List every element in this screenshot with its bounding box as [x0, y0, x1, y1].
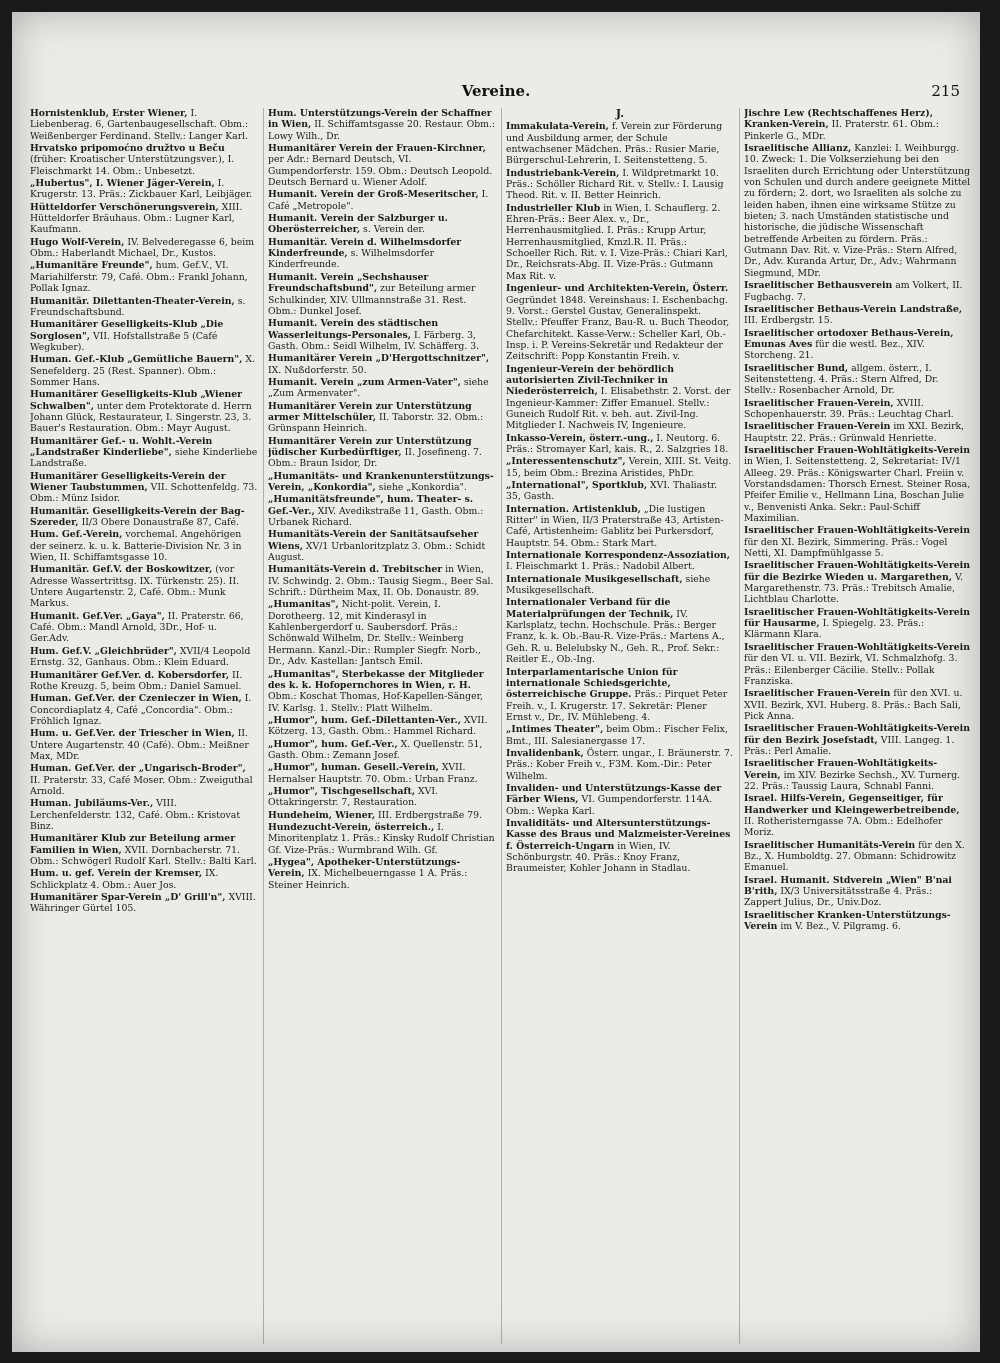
entry-details: I. Neutorg. 6. Präs.: Stromayer Karl, kais. R., 2. Salzgries 18. — [506, 432, 729, 455]
entry-title: Israelitischer Frauen-Wohltätigkeits-Verein — [744, 444, 970, 456]
directory-entry — [30, 798, 258, 832]
directory-entry — [506, 433, 734, 456]
directory-entry — [268, 762, 496, 785]
entry-title: „Humanitäre Freunde", — [30, 260, 153, 272]
entry-title: Israelitischer Kranken-Unterstützungs-Verein — [744, 909, 951, 933]
directory-entry — [506, 667, 734, 724]
entry-title: Humanitär. Geselligkeits-Verein der Bag-Szereder, — [30, 505, 245, 529]
entry-details: Obm.: Koschat Thomas, Hof-Kapellen-Sänger, IV. Karlsg. 1. Stellv.: Platt Wilhelm. — [268, 691, 483, 714]
directory-entry — [744, 280, 972, 303]
entry-details: IX. Michelbeuerngasse 1 A. Präs.: Steiner Heinrich. — [268, 868, 468, 891]
directory-entry — [506, 121, 734, 166]
entry-details: XVIII. Währinger Gürtel 105. — [30, 892, 256, 915]
entry-details: f. Verein zur Förderung und Ausbildung armer, der Schule entwachsener Mädchen. Präs.: Rusier Marie, Bürgerschul-Lehrerin, I. Seitenstetteng. 5. — [506, 121, 723, 167]
entry-title: Humanit. Verein des städtischen Wasserleitungs-Personales, — [268, 318, 439, 341]
directory-entry — [744, 875, 972, 909]
entry-title: Israelitischer Frauen-Wohltätigkeits-Verein für die Bezirke Wieden u. Margarethen, — [744, 560, 970, 583]
directory-entry — [744, 688, 972, 722]
entry-title: Israelitischer Frauen-Wohltätigkeits-Verein für Hausarme, — [744, 606, 970, 630]
entry-title: Humanit. Verein „zum Armen-Vater", — [268, 376, 461, 388]
entry-title: „Humanitätsfreunde", hum. Theater- s. Gef.-Ver., — [268, 494, 474, 517]
entry-details: XVI. Ottakringerstr. 7, Restauration. — [268, 785, 439, 809]
page-header — [12, 82, 980, 106]
directory-entry — [744, 108, 972, 142]
entry-details: VI. Gumpendorferstr. 114A. Obm.: Wepka Karl. — [506, 794, 713, 817]
entry-details: I. Spiegelg. 23. Präs.: Klärmann Klara. — [744, 618, 925, 641]
entry-details: unter dem Protektorate d. Herrn Johann Glück, Restaurateur, I. Singerstr. 23, 3. Bauer's Restauration. Obm.: Mayr August. — [30, 400, 252, 435]
entry-title: „Humanitas", — [268, 599, 339, 611]
directory-entry — [30, 436, 258, 470]
entry-details: I. Wildpretmarkt 10. Präs.: Schöller Richard Rit. v. Stellv.: I. Lausig Theod. Rit. v. II. Better Heinrich. — [506, 167, 724, 202]
entry-title: „Interessentenschutz", — [506, 456, 626, 468]
directory-entry — [744, 304, 972, 327]
directory-entry — [268, 436, 496, 470]
directory-entry — [268, 353, 496, 376]
entry-title: Hum. Unterstützungs-Verein der Schaffner in Wien, — [268, 108, 492, 131]
entry-title: Internationaler Verband für die Materialprüfungen der Technik, — [506, 597, 674, 620]
column-2 — [268, 108, 496, 1344]
entry-title: Hum. Gef.V. „Gleichbrüder", — [30, 645, 177, 657]
entry-details: siehe „Zum Armenvater". — [268, 376, 489, 400]
entry-title: Humanitärer Geselligkeits-Klub „Die Sorglosen", — [30, 319, 224, 342]
entry-details: I. Elisabethstr. 2. Vorst. der Ingenieur-Kammer: Ziffer Emanuel. Stellv.: Guneich Rudolf Rit. v. beh. aut. Zivil-Ing. Mitglieder I. Nachweis IV, Ingenieure. — [506, 386, 731, 432]
directory-entry — [30, 868, 258, 891]
directory-entry — [744, 363, 972, 397]
column-rule — [501, 108, 502, 1344]
entry-details: für den VI. u. VII. Bezirk, VI. Schmalzhofg. 3. Präs.: Eilenberger Cäcilie. Stellv.: Pollak Franziska. — [744, 653, 958, 687]
entry-title: Interparlamentarische Union für internationale Schiedsgerichte, österreichische Gruppe. — [506, 666, 678, 701]
directory-entry — [30, 471, 258, 505]
directory-entry — [506, 783, 734, 817]
entry-details: XVIII. Schopenhauerstr. 39. Präs.: Leuchtag Charl. — [744, 397, 954, 420]
entry-title: Inkasso-Verein, österr.-ung., — [506, 432, 654, 444]
directory-entry — [744, 793, 972, 838]
entry-title: „International", Sportklub, — [506, 480, 648, 491]
directory-entry — [744, 398, 972, 421]
directory-entry — [268, 564, 496, 598]
directory-entry — [30, 260, 258, 294]
entry-title: Invaliden- und Unterstützungs-Kasse der Färber Wiens, — [506, 782, 722, 806]
entry-title: Israel. Hilfs-Verein, Gegenseitiger, für Handwerker und Kleingewerbetreibende, — [744, 793, 960, 816]
entry-details: IV. Karlsplatz, techn. Hochschule. Präs.: Berger Franz, k. k. Ob.-Bau-R. Vize-Präs.: Martens A., Geh. R. u. Belelubsky N., Geh. R., Prof. Sekr.: Reitler E., Ob.-Ing. — [506, 608, 725, 666]
directory-entry — [268, 810, 496, 821]
entry-details: XIII. Hütteldorfer Bräuhaus. Obm.: Lugner Karl, Kaufmann. — [30, 201, 243, 236]
directory-entry — [268, 108, 496, 142]
entry-details: II. Untere Augartenstr. 40 (Café). Obm.: Meißner Max, MDr. — [30, 728, 249, 762]
directory-entry — [744, 560, 972, 605]
directory-entry — [506, 456, 734, 479]
directory-entry — [30, 319, 258, 353]
entry-details: VIII. Langeg. 1. Präs.: Perl Amalie. — [744, 734, 955, 757]
directory-entry — [268, 599, 496, 667]
entry-details: II/3 Obere Donaustraße 87, Café. — [78, 517, 239, 529]
columns — [30, 108, 972, 1344]
entry-details: s. Wilhelmsdorfer Kinderfreunde. — [268, 248, 435, 271]
entry-details: XVII. Dornbacherstr. 71. Obm.: Schwögerl Rudolf Karl. Stellv.: Balti Karl. — [30, 844, 257, 867]
directory-entry — [506, 748, 734, 782]
entry-title: Humanitäts-Verein d. Trebitscher — [268, 564, 443, 576]
entry-details: I. Minoritenplatz 1. Präs.: Kinsky Rudolf Christian Gf. Vize-Präs.: Wurmbrand Wilh. Gf. — [268, 821, 495, 856]
entry-title: Humanitär. Verein d. Wilhelmsdorfer Kinderfreunde, — [268, 236, 462, 260]
entry-details: IX/3 Universitätsstraße 4. Präs.: Zappert Julius, Dr., Univ.Doz. — [744, 886, 933, 909]
column-4 — [744, 108, 972, 1344]
entry-details: III. Erdbergstr. 15. — [744, 315, 833, 327]
entry-details: im XIV. Bezirke Sechsh., XV. Turnerg. 22. Präs.: Taussig Laura, Schnabl Fanni. — [744, 769, 961, 792]
entry-title: „Intimes Theater", — [506, 724, 604, 736]
entry-details: siehe „Konkordia". — [375, 482, 467, 493]
directory-entry — [30, 202, 258, 236]
entry-details: Verein, XIII. St. Veitg. 15, beim Obm.: Brezina Aristides, PhDr. — [506, 456, 732, 479]
directory-entry — [744, 421, 972, 444]
entry-details: II. Praterstr. 33, Café Moser. Obm.: Zweiguthal Arnold. — [30, 774, 253, 797]
entry-details: im V. Bez., V. Pilgramg. 6. — [777, 921, 901, 933]
entry-title: Internationale Korrespondenz-Assoziation, — [506, 550, 731, 562]
entry-details: (früher: Kroatischer Unterstützungsver.), I. Fleischmarkt 14. Obm.: Unbesetzt. — [30, 154, 235, 177]
entry-title: Israelitischer Humanitäts-Verein — [744, 839, 916, 851]
entry-details: am Volkert, II. Fugbachg. 7. — [744, 280, 963, 303]
directory-entry — [30, 389, 258, 434]
entry-details: für den X. Bz., X. Humboldtg. 27. Obmann: Schidrowitz Emanuel. — [744, 839, 965, 874]
entry-title: Humanitärer Verein zur Unterstützung jüdischer Kurbedürftiger, — [268, 435, 472, 458]
entry-details: s. Freundschaftsbund. — [30, 295, 246, 318]
entry-title: Israelitischer Frauen-Wohltätigkeits-Verein für den Bezirk Josefstadt, — [744, 723, 970, 746]
directory-entry — [268, 822, 496, 856]
entry-details: Österr. ungar., I. Bräunerstr. 7. Präs.: Kober Freih v., F3M. Kom.-Dir.: Peter Wilhelm. — [506, 747, 733, 782]
entry-title: Humanitär. Gef.V. der Boskowitzer, — [30, 564, 213, 576]
entry-title: Israelitischer Frauen-Wohltätigkeits-Verein, — [744, 758, 938, 781]
entry-title: Israelitische Allianz, — [744, 143, 852, 155]
column-1 — [30, 108, 258, 1344]
directory-entry — [268, 786, 496, 809]
directory-entry — [30, 892, 258, 915]
entry-details: XV/1 Urbanloritzplatz 3. Obm.: Schidt August. — [268, 540, 486, 564]
entry-details: VII. Schottenfeldg. 73. Obm.: Münz Isidor. — [30, 482, 258, 505]
entry-details: II. Rotheristerngasse 7A. Obm.: Edelhofer Moriz. — [744, 815, 943, 839]
directory-entry — [506, 283, 734, 362]
entry-details: I. Concordiaplatz 4, Café „Concordia". Obm.: Fröhlich Ignaz. — [30, 693, 252, 727]
directory-entry — [30, 506, 258, 529]
entry-details: per Adr.: Bernard Deutsch, VI. Gumpendorferstr. 159. Obm.: Deutsch Leopold. Deutsch Bernard u. Wiener Adolf. — [268, 154, 493, 189]
column-rule — [739, 108, 740, 1344]
entry-title: Humanitärer Spar-Verein „D' Grill'n", — [30, 892, 226, 904]
entry-details: VIII. Lerchenfelderstr. 132, Café. Obm.: Kristovat Binz. — [30, 798, 241, 832]
directory-entry — [268, 213, 496, 236]
directory-entry — [30, 529, 258, 563]
directory-entry — [506, 203, 734, 282]
entry-details: allgem. österr., I. Seitenstetteng. 4. Präs.: Stern Alfred, Dr. Stellv.: Rosenbacher Arnold, Dr. — [744, 362, 939, 397]
entry-details: I. Liebenberag. 6, Gartenbaugesellschaft. Obm.: Weißenberger Ferdinand. Stellv.: Langer Karl. — [30, 108, 249, 142]
entry-details: für die westl. Bez., XIV. Storcheng. 21. — [744, 338, 925, 362]
entry-details: XIV. Avedikstraße 11, Gasth. Obm.: Urbanek Richard. — [268, 505, 484, 529]
entry-details: Präs.: Pirquet Peter Freih. v., I. Krugerstr. 17. Sekretär: Plener Ernst v., Dr., IV. Mühlebeng. 4. — [506, 689, 728, 723]
entry-details: II. Praterstr. 61. Obm.: Pinkerle G., MDr. — [744, 119, 939, 142]
directory-entry — [744, 607, 972, 641]
entry-details: I. Krugerstr. 13. Präs.: Zickbauer Karl, Leibjäger. — [30, 178, 253, 201]
page-number: 215 — [931, 82, 960, 100]
entry-details: für den XVI. u. XVII. Bezirk, XVI. Huberg. 8. Präs.: Bach Sali, Pick Anna. — [744, 688, 963, 722]
directory-entry — [30, 143, 258, 177]
directory-entry — [30, 354, 258, 388]
entry-details: im XXI. Bezirk, Hauptstr. 22. Präs.: Grünwald Henriette. — [744, 421, 965, 444]
directory-entry — [30, 237, 258, 260]
entry-title: Humanitärer Gef.- u. Wohlt.-Verein „Landstraßer Kinderliebe", — [30, 435, 213, 458]
entry-title: Industriebank-Verein, — [506, 167, 620, 179]
directory-entry — [268, 494, 496, 528]
entry-details: Gegründet 1848. Vereinshaus: I. Eschenbachg. 9. Vorst.: Gerstel Gustav, Generalinspekt. Stellv.: Pfeuffer Franz, Bau-R. u. Buch Theodor, Chefarchitekt. Kasse-Verw.: Scheller Karl, Ob.-Insp. i. P. Vereins-Sekretär und Redakteur der Zeitschrift: Popp Konstantin Freih. v. — [506, 294, 730, 363]
directory-entry — [268, 189, 496, 212]
directory-entry — [268, 739, 496, 762]
directory-entry — [30, 670, 258, 693]
directory-entry — [744, 445, 972, 524]
entry-details: „Die lustigen Ritter" in Wien, II/3 Praterstraße 43, Artisten-Café, Artistenheim: Gablitz bei Purkersdorf, Hauptstr. 54. Obm.: Stark Mart. — [506, 503, 724, 549]
directory-entry — [744, 758, 972, 792]
entry-title: Human. Gef.Ver. der „Ungarisch-Broder", — [30, 763, 246, 775]
entry-title: „Hubertus", I. Wiener Jäger-Verein, — [30, 178, 215, 190]
directory-entry — [268, 857, 496, 891]
entry-details: in Wien, IV. Schönburgstr. 40. Präs.: Knoy Franz, Braumeister, Kohler Johann in Stadlau. — [506, 840, 691, 875]
entry-details: in Wien, IV. Schwindg. 2. Obm.: Tausig Siegm., Beer Sal. Schrift.: Dürtheim Max, II. Ob. Donaustr. 89. — [268, 564, 494, 599]
entry-details: I. Fleischmarkt 1. Präs.: Nadobil Albert. — [506, 561, 695, 573]
entry-title: Israelitischer ortodoxer Bethaus-Verein, Emunas Aves — [744, 327, 954, 350]
directory-entry — [744, 143, 972, 279]
entry-title: Hundeheim, Wiener, — [268, 809, 376, 821]
directory-entry — [744, 840, 972, 874]
entry-title: Israelitischer Bethaus-Verein Landstraße, — [744, 303, 963, 315]
entry-title: Human. Jubiläums-Ver., — [30, 798, 154, 810]
entry-title: Hrvatsko pripomoćno družtvo u Beču — [30, 143, 225, 155]
directory-entry — [268, 529, 496, 563]
entry-details: VII. Hofstallstraße 5 (Café Wegkuber). — [30, 330, 218, 353]
entry-title: Invalidenbank, — [506, 747, 584, 759]
directory-entry — [506, 724, 734, 747]
directory-entry — [744, 525, 972, 559]
entry-details: zur Beteilung armer Schulkinder, XIV. Ullmannstraße 31. Rest. Obm.: Dunkel Josef. — [268, 283, 476, 317]
entry-title: „Humanitäts- und Krankenunterstützungs-Verein, „Konkordia", — [268, 470, 494, 493]
entry-title: Humanitäts-Verein der Sanitätsaufseher Wiens, — [268, 529, 479, 552]
entry-details: II. Josefineng. 7. Obm.: Braun Isidor, Dr. — [268, 446, 482, 470]
entry-title: Humanit. Verein der Groß-Meseritscher, — [268, 189, 479, 201]
entry-title: Internationale Musikgesellschaft, — [506, 573, 683, 585]
entry-title: Israel. Humanit. Stdverein „Wien" B'nai B'rith, — [744, 874, 952, 898]
entry-title: Humanitärer Gef.Ver. d. Kobersdorfer, — [30, 669, 230, 681]
directory-entry — [268, 471, 496, 494]
entry-details: siehe Musikgesellschaft. — [506, 573, 711, 597]
entry-details: hum. Gef.V., VI. Mariahilferstr. 79, Café. Obm.: Frankl Johann, Pollak Ignaz. — [30, 260, 248, 295]
directory-entry — [30, 763, 258, 797]
entry-title: Human. Gef.Ver. der Czenieczer in Wien, — [30, 693, 242, 705]
entry-title: Ingenieur-Verein der behördlich autorisierten Zivil-Techniker in Niederösterreich, — [506, 363, 674, 398]
directory-entry — [744, 328, 972, 362]
entry-title: „Humor", hum. Gef.-Dilettanten-Ver., — [268, 714, 461, 726]
directory-entry — [506, 168, 734, 202]
entry-title: Humanitärer Verein zur Unterstützung armer Mittelschüler, — [268, 400, 472, 423]
entry-title: Humanit. Verein der Salzburger u. Oberösterreicher, — [268, 213, 448, 236]
directory-entry — [268, 143, 496, 188]
entry-details: III. Erdbergstraße 79. — [375, 809, 482, 821]
entry-details: II. Praterstr. 66, Café. Obm.: Mandl Arnold, 3Dr., Hof- u. Ger.Adv. — [30, 610, 244, 645]
directory-entry — [506, 504, 734, 549]
entry-details: vorchemal. Angehörigen der seinerz. k. u. k. Batterie-Division Nr. 3 in Wien, II. Schiffamtsgasse 10. — [30, 529, 242, 564]
entry-title: Humanit. Gef.Ver. „Gaya", — [30, 610, 165, 622]
entry-details: IV. Belvederegasse 6, beim Obm.: Haberlandt Michael, Dr., Kustos. — [30, 236, 255, 260]
entry-title: Hum. u. Gef.Ver. der Triescher in Wien, — [30, 728, 235, 740]
directory-entry — [744, 910, 972, 933]
entry-title: Israelitischer Bethausverein — [744, 280, 893, 292]
entry-title: Hum. Gef.-Verein, — [30, 529, 123, 541]
entry-title: „Humor", human. Gesell.-Verein, — [268, 762, 439, 774]
entry-title: Immakulata-Verein, — [506, 121, 609, 133]
directory-entry — [268, 318, 496, 352]
entry-details: II. Rothe Kreuzg. 5, beim Obm.: Daniel Samuel. — [30, 669, 243, 692]
directory-entry — [506, 574, 734, 597]
entry-title: Hum. u. gef. Verein der Kremser, — [30, 868, 203, 880]
directory-entry — [30, 646, 258, 669]
directory-entry — [30, 108, 258, 142]
directory-entry — [30, 693, 258, 727]
entry-details: XVII. Kötzerg. 13, Gasth. Obm.: Hammel Richard. — [268, 714, 488, 738]
directory-entry — [30, 611, 258, 645]
entry-title: Jischre Lew (Rechtschaffenes Herz), Kranken-Verein, — [744, 108, 933, 131]
entry-details: beim Obm.: Fischer Felix, Bmt., III. Salesianergasse 17. — [506, 724, 728, 747]
entry-title: Hugo Wolf-Verein, — [30, 236, 125, 248]
section-letter: J. — [615, 108, 625, 120]
directory-entry — [268, 377, 496, 400]
entry-title: Humanitärer Klub zur Beteilung armer Familien in Wien, — [30, 833, 236, 856]
entry-details: siehe Kinderliebe Landstraße. — [30, 446, 258, 470]
entry-details: XVII/4 Leopold Ernstg. 32, Ganhaus. Obm.: Klein Eduard. — [30, 645, 251, 669]
entry-title: Israelitischer Frauen-Verein — [744, 688, 891, 700]
entry-title: „Hygea", Apotheker-Unterstützungs-Verein, — [268, 857, 461, 880]
entry-title: Human. Gef.-Klub „Gemütliche Bauern", — [30, 354, 243, 366]
directory-entry — [506, 364, 734, 432]
column-rule — [263, 108, 264, 1344]
directory-entry — [268, 237, 496, 271]
directory-entry — [744, 723, 972, 757]
entry-title: Israelitischer Frauen-Wohltätigkeits-Verein — [744, 641, 970, 653]
directory-entry — [30, 564, 258, 609]
entry-title: Internation. Artistenklub, — [506, 503, 641, 515]
entry-details: II. Taborstr. 32. Obm.: Grünspann Heinrich. — [268, 411, 484, 435]
directory-entry — [268, 669, 496, 714]
entry-details: (vor Adresse Wassertrittsg. IX. Türkenstr. 25). II. Untere Augartenstr. 2, Café. Obm.: Munk Markus. — [30, 564, 240, 610]
running-title: Vereine. — [461, 82, 531, 100]
entry-details: I. Café „Metropole". — [268, 189, 489, 212]
directory-entry — [30, 296, 258, 319]
entry-details: I. Färberg. 3, Gasth. Obm.: Seidl Wilhelm, IV. Schäfferg. 3. — [268, 329, 480, 352]
entry-details: IX. Nußdorferstr. 50. — [268, 364, 367, 376]
entry-details: X. Quellenstr. 51, Gasth. Obm.: Zemann Josef. — [268, 738, 483, 761]
entry-title: Industrieller Klub — [506, 202, 601, 214]
entry-title: Israelitischer Frauen-Verein, — [744, 397, 894, 409]
entry-title: Israelitischer Frauen-Verein — [744, 421, 891, 433]
column-3 — [506, 108, 734, 1344]
directory-entry — [506, 480, 734, 503]
directory-entry — [506, 818, 734, 875]
entry-title: Israelitischer Bund, — [744, 362, 849, 374]
entry-title: Humanitärer Geselligkeits-Klub „Wiener Schwalben", — [30, 389, 243, 412]
entry-title: Humanitärer Verein der Frauen-Kirchner, — [268, 143, 486, 155]
entry-details: X. Senefelderg. 25 (Rest. Spanner). Obm.: Sommer Hans. — [30, 354, 255, 388]
entry-details: XVI. Thaliastr. 35, Gasth. — [506, 480, 718, 503]
entry-title: Humanitärer Verein „D'Hergottschnitzer", — [268, 353, 490, 365]
entry-details: XVII. Hernalser Hauptstr. 70. Obm.: Urban Franz. — [268, 762, 478, 785]
entry-details: in Wien, I. Schauflerg. 2. Ehren-Präs.: Beer Alex. v., Dr., Herrenhausmitglied. I. Präs.: Krupp Artur, Herrenhausmitglied, Kmzl.R. II. Präs.: Schoeller Rich. Rit. v. I. Vize-Präs.: Chiari Karl, Dr., Reichsrats-Abg. II. Vize-Präs.: Gutmann Max Rit. v. — [506, 202, 728, 282]
entry-title: Invaliditäts- und Altersunterstützungs-Kasse des Braus und Malzmeister-Vereines f. Österreich-Ungarn — [506, 817, 731, 852]
entry-details: in Wien, I. Seitenstetteng. 2, Sekretariat: IV/1 Alleeg. 29. Präs.: Königswarter Charl. Freiin v. Vorstandsdamen: Thorsch Ernest. Steiner Rosa, Pfeifer Emilie v., Hellmann Lina, Boschan Julie v., Benvenisti Anka. Sekr.: Paul-Schiff Maximilian. — [744, 456, 971, 525]
entry-title: Humanit. Verein „Sechshauser Freundschaftsbund", — [268, 271, 429, 295]
directory-page — [12, 12, 980, 1352]
entry-title: Humanitärer Geselligkeits-Verein der Wiener Taubstummen, — [30, 470, 226, 493]
entry-details: IX. Schlickplatz 4. Obm.: Auer Jos. — [30, 868, 219, 891]
directory-entry — [30, 178, 258, 201]
entry-details: II. Schiffamtsgasse 20. Restaur. Obm.: Lowy Wilh., Dr. — [268, 119, 496, 142]
entry-title: „Humor", hum. Gef.-Ver., — [268, 738, 398, 750]
entry-details: Nicht-polit. Verein, I. Dorotheerg. 12, mit Kinderasyl in Kahlenbergerdorf u. Saubersdorf. Präs.: Schönwald Wilhelm, Dr. Stellv.: Weinberg Hermann. Kanzl.-Dir.: Rumpler Siegfr. Norb., Dr., Adv. Kastellan: Jantsch Emil. — [268, 599, 481, 668]
entry-title: Humanitär. Dilettanten-Theater-Verein, — [30, 295, 235, 307]
directory-entry — [268, 401, 496, 435]
directory-entry — [506, 550, 734, 573]
directory-entry — [268, 272, 496, 317]
entry-title: „Humor", Tischgesellschaft, — [268, 785, 416, 797]
entry-title: Ingenieur- und Architekten-Verein, Österr. — [506, 283, 729, 295]
directory-entry — [506, 597, 734, 665]
directory-entry — [268, 715, 496, 738]
directory-entry — [744, 642, 972, 687]
entry-title: Israelitischer Frauen-Wohltätigkeits-Verein — [744, 525, 970, 537]
entry-title: Hornistenklub, Erster Wiener, — [30, 108, 188, 119]
directory-entry — [30, 833, 258, 867]
entry-title: Hundezucht-Verein, österreich., — [268, 821, 435, 833]
entry-details: Kanzlei: I. Weihburgg. 10. Zweck: 1. Die Volkserziehung bei den Israeliten durch Errichtung oder Unterstützung von Schulen und durch andere geeignete Mittel zu fördern; 2. dort, wo Israeliten als solche zu leiden haben, ihnen eine wirksame Stütze zu bieten; 3. nach Umständen statistische und historische, die jüdische Wissenschaft betreffende Arbeiten zu fördern. Präs.: Gutmann Dav. Rit. v. Vize-Präs.: Stern Alfred, Dr., Adv. Kuranda Artur, Dr., Adv.; Wahrmann Siegmund, MDr. — [744, 143, 971, 279]
directory-entry — [30, 728, 258, 762]
entry-title: Hütteldorfer Verschönerungsverein, — [30, 201, 219, 213]
entry-title: „Humanitas", Sterbekasse der Mitglieder des k. k. Hofopernchores in Wien, r. H. — [268, 668, 484, 691]
entry-details: für den XI. Bezirk, Simmering. Präs.: Vogel Netti, XI. Dampfmühlgasse 5. — [744, 536, 948, 560]
entry-details: s. Verein der. — [360, 224, 425, 236]
entry-details: V. Margarethenstr. 73. Präs.: Trebitsch Amalie, Lichtblau Charlotte. — [744, 571, 964, 606]
